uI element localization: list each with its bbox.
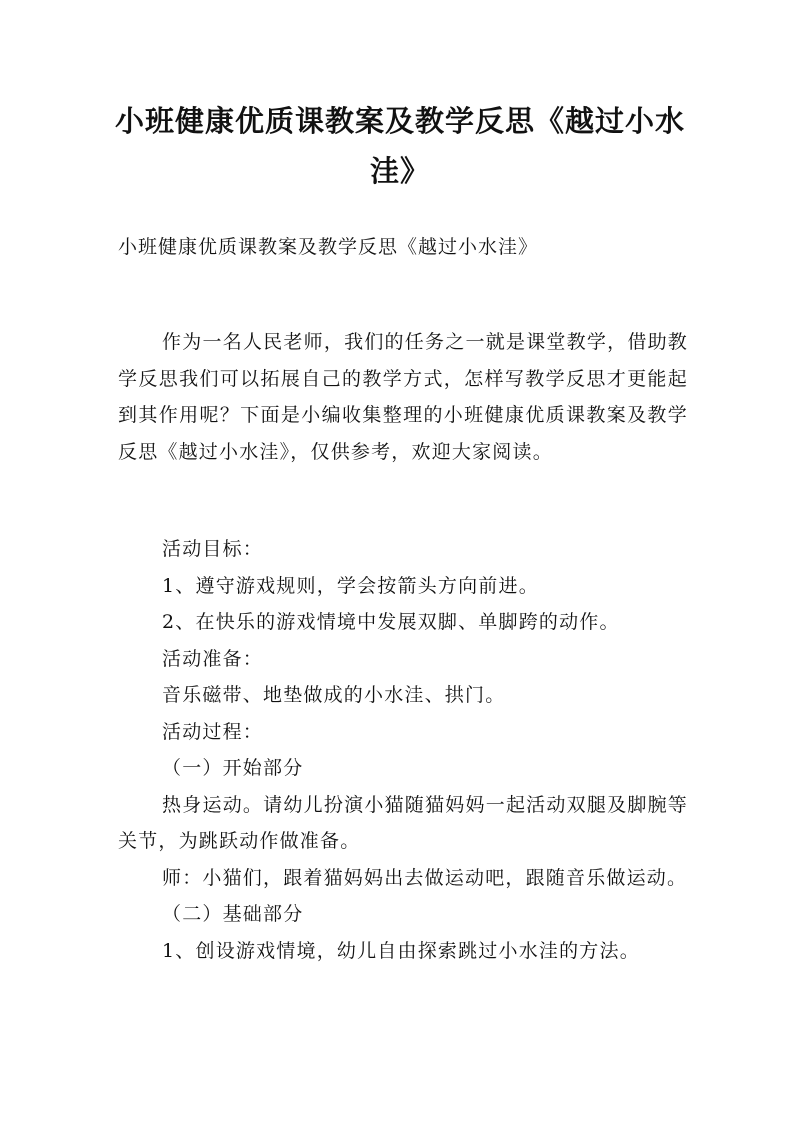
paragraph-step-1: 1、创设游戏情境，幼儿自由探索跳过小水洼的方法。 (162, 939, 640, 962)
paragraph-teacher-line: 师：小猫们，跟着猫妈妈出去做运动吧，跟随音乐做运动。 (162, 866, 688, 889)
document-subtitle: 小班健康优质课教案及教学反思《越过小水洼》 (118, 236, 539, 258)
paragraph-warmup: 热身运动。请幼儿扮演小猫随猫妈妈一起活动双腿及脚腕等关节，为跳跃动作做准备。 (118, 793, 688, 852)
paragraph-goal-2: 2、在快乐的游戏情境中发展双脚、单脚跨的动作。 (162, 611, 620, 633)
paragraph-preparation-heading: 活动准备： (162, 647, 264, 670)
document-body (118, 531, 688, 969)
paragraph-section-1-heading: （一）开始部分 (162, 757, 304, 779)
paragraph-section-2-heading: （二）基础部分 (162, 903, 304, 925)
paragraph-process-heading: 活动过程： (162, 720, 264, 743)
paragraph-goal-1: 1、遵守游戏规则，学会按箭头方向前进。 (162, 574, 539, 597)
paragraph-preparation: 音乐磁带、地垫做成的小水洼、拱门。 (162, 684, 506, 706)
paragraph-activity-goals-heading: 活动目标： (162, 538, 264, 560)
intro-paragraph: 作为一名人民老师，我们的任务之一就是课堂教学，借助教学反思我们可以拓展自己的教学方式，怎样写教学反思才更能起到其作用呢？下面是小编收集整理的小班健康优质课教案及教学反思《越过小水洼》，仅供参考，欢迎大家阅读。 (118, 331, 688, 463)
document-title: 小班健康优质课教案及教学反思《越过小水洼》 (114, 104, 685, 188)
